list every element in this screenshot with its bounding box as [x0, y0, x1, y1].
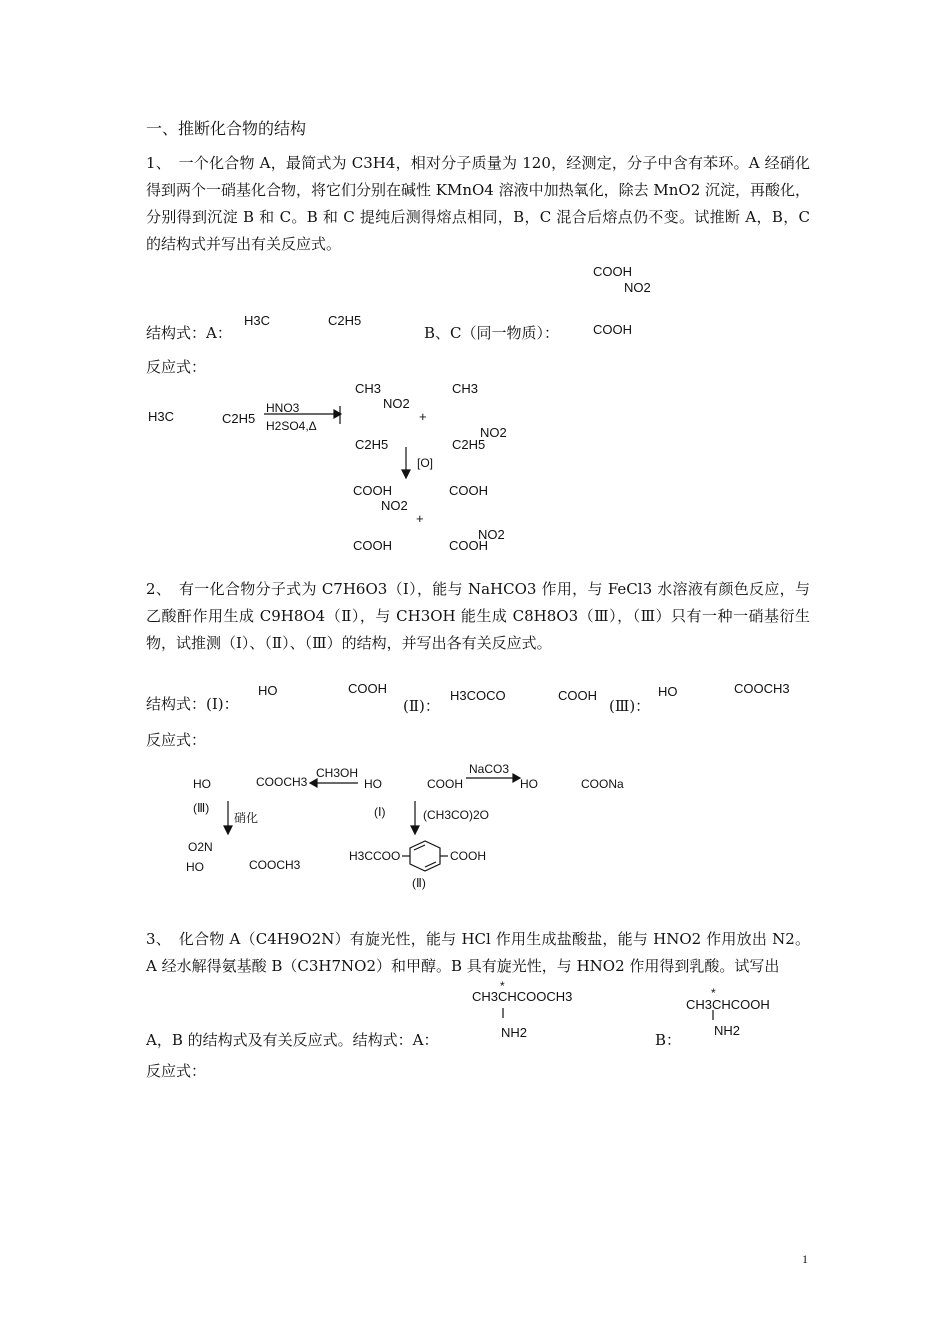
page-number: 1 — [802, 1252, 808, 1266]
ii-label: (Ⅱ)： — [403, 697, 440, 715]
p1-ch3: CH3 — [355, 381, 382, 396]
question-3-text — [146, 926, 810, 980]
r-ho-3: HO — [520, 777, 538, 791]
o2-cooh-bottom: COOH — [449, 538, 488, 553]
r-i: (Ⅰ) — [374, 805, 386, 819]
q1-reaction-label: 反应式： — [146, 358, 207, 376]
r-cooch3-4: COOCH3 — [249, 858, 301, 872]
rx-reagent-top: HNO3 — [266, 401, 300, 415]
bc-label: B、C（同一物质）： — [424, 324, 560, 342]
bc-cooh-bottom: COOH — [593, 322, 632, 337]
r-iii: (Ⅲ) — [193, 801, 210, 815]
ch3oh-arrow-head — [310, 779, 317, 787]
o1-cooh-top: COOH — [353, 483, 392, 498]
o1-no2: NO2 — [381, 498, 408, 513]
q2-structure-label: 结构式：(Ⅰ)： — [146, 695, 239, 713]
question-1-text — [146, 150, 810, 258]
p1-no2: NO2 — [383, 396, 410, 411]
iii-ho: HO — [658, 684, 678, 699]
iii-cooch3: COOCH3 — [734, 681, 790, 696]
r-o2n: O2N — [188, 840, 213, 854]
o2-no2: NO2 — [478, 527, 505, 542]
r-ho-2: HO — [364, 777, 382, 791]
p2-no2: NO2 — [480, 425, 507, 440]
q2-reaction-label: 反应式： — [146, 731, 207, 749]
iii-label: (Ⅲ)： — [609, 697, 651, 715]
b-formula: CH3CHCOOH — [686, 997, 770, 1012]
r-ho-4: HO — [186, 860, 204, 874]
r-ho-1: HO — [193, 777, 211, 791]
q3-reaction-label: 反应式： — [146, 1062, 207, 1080]
a-ethyl: C2H5 — [328, 313, 362, 328]
bc-cooh-top: COOH — [593, 264, 632, 279]
r-ch3oh: CH3OH — [316, 766, 359, 780]
bc-no2: NO2 — [624, 280, 651, 295]
question-1-body: 1、 一个化合物 A，最简式为 C3H4，相对分子质量为 120，经测定，分子中含有苯环。A 经硝化得到两个一硝基化合物，将它们分别在碱性 KMnO4 溶液中加热氧化，除去 MnO2 沉淀，再酸化，分别得到沉淀 B 和 C。B 和 C 提纯后测得熔点相同，B，C 混合后熔点仍不变。试推断 A，B，C 的结构式并写出有关反应式。 — [146, 154, 811, 253]
i-cooh: COOH — [348, 681, 387, 696]
r-nitration: 硝化 — [234, 811, 259, 825]
rx-reagent-bottom: H2SO4,Δ — [266, 419, 317, 433]
rx-h3c: H3C — [148, 409, 175, 424]
o2-cooh-top: COOH — [449, 483, 488, 498]
r-coona: COONa — [581, 777, 624, 791]
q1-structure-label: 结构式：A： — [146, 324, 232, 342]
naco3-arrow-head — [513, 774, 520, 782]
nitration-arrow-head — [224, 826, 232, 834]
oxidation-label: [O] — [417, 456, 434, 470]
a-nh2: NH2 — [501, 1025, 528, 1040]
r-ii: (Ⅱ) — [412, 876, 426, 890]
question-2-text — [146, 576, 810, 657]
q3-structure-line: A，B 的结构式及有关反应式。结构式：A： — [146, 1031, 439, 1049]
a-formula: CH3CHCOOCH3 — [472, 989, 573, 1004]
ii-acetoxy: H3COCO — [450, 688, 506, 703]
b-chiral-star: * — [711, 986, 716, 1000]
p2-ch3: CH3 — [452, 381, 479, 396]
r-naco3: NaCO3 — [469, 762, 510, 776]
oxidation-arrow-head — [402, 470, 410, 478]
i-ho: HO — [258, 683, 278, 698]
r-cooh-2: COOH — [427, 777, 463, 791]
question-3-body: 3、 化合物 A（C4H9O2N）有旋光性，能与 HCl 作用生成盐酸盐，能与 HNO2 作用放出 N2。A 经水解得氨基酸 B（C3H7NO2）和甲醇。B 具有旋光性，与 HNO2 作用得到乳酸。试写出 — [146, 930, 810, 975]
p1-c2h5: C2H5 — [355, 437, 389, 452]
b-nh2: NH2 — [714, 1023, 741, 1038]
r-h3ccoo: H3CCOO — [349, 849, 401, 863]
ii-cooh: COOH — [558, 688, 597, 703]
r-cooh-5: COOH — [450, 849, 486, 863]
o1-cooh-bottom: COOH — [353, 538, 392, 553]
b-label: B： — [655, 1031, 682, 1049]
anhydride-arrow-head — [411, 826, 419, 834]
plus-2: + — [416, 511, 424, 526]
r-anhydride: (CH3CO)2O — [423, 808, 490, 822]
question-2-body: 2、 有一化合物分子式为 C7H6O3（Ⅰ），能与 NaHCO3 作用，与 FeCl3 水溶液有颜色反应，与乙酸酐作用生成 C9H8O4（Ⅱ），与 CH3OH 能生成 C8H8O3（Ⅲ），（Ⅲ）只有一种一硝基衍生物，试推测（Ⅰ）、（Ⅱ）、（Ⅲ）的结构，并写出各有关反应式。 — [146, 580, 810, 652]
a-chiral-star: * — [500, 979, 505, 993]
p2-c2h5: C2H5 — [452, 437, 486, 452]
section-title: 一、推断化合物的结构 — [146, 119, 307, 138]
rx-c2h5: C2H5 — [222, 411, 256, 426]
plus-1: + — [419, 409, 427, 424]
a-methyl: H3C — [244, 313, 271, 328]
r-cooch3-1: COOCH3 — [256, 775, 308, 789]
